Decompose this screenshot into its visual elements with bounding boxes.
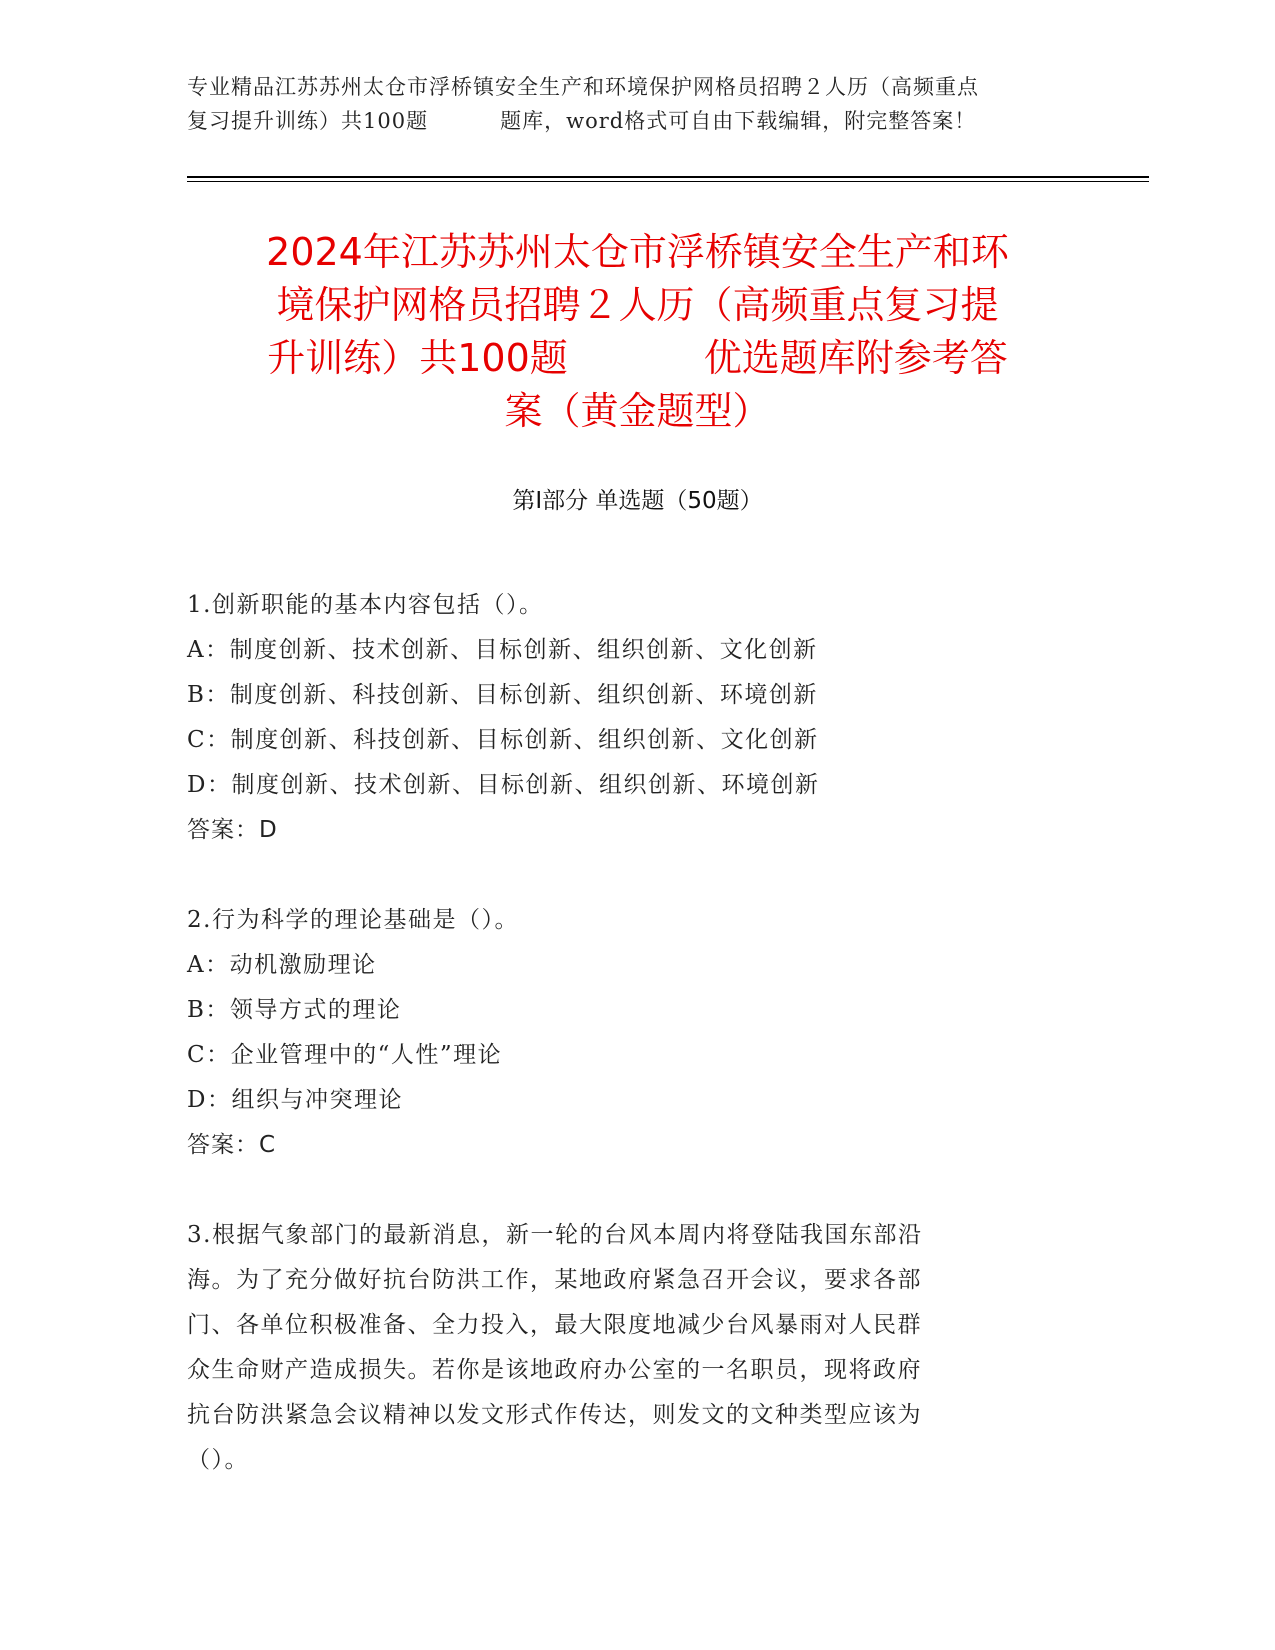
question-stem-line: 抗台防洪紧急会议精神以发文形式作传达，则发文的文种类型应该为 xyxy=(187,1402,922,1428)
title-line-3-left: 升训练）共100题 xyxy=(267,336,568,380)
question-stem-line: 众生命财产造成损失。若你是该地政府办公室的一名职员，现将政府 xyxy=(187,1357,922,1383)
question-stem-line: （）。 xyxy=(187,1447,249,1473)
section-heading: 第Ⅰ部分 单选题（50题） xyxy=(512,488,763,514)
header-line-2-left: 复习提升训练）共100题 xyxy=(187,109,429,133)
title-line-2: 境保护网格员招聘２人历（高频重点复习提 xyxy=(276,283,999,327)
option-b: B：领导方式的理论 xyxy=(187,997,402,1023)
title-line-4: 案（黄金题型） xyxy=(504,389,771,433)
answer: 答案：D xyxy=(187,817,278,843)
question-2 xyxy=(187,898,1067,1168)
option-d: D：制度创新、技术创新、目标创新、组织创新、环境创新 xyxy=(187,772,820,798)
option-b: B：制度创新、科技创新、目标创新、组织创新、环境创新 xyxy=(187,682,818,708)
question-stem-line: 海。为了充分做好抗台防洪工作，某地政府紧急召开会议，要求各部 xyxy=(187,1267,922,1293)
answer: 答案：C xyxy=(187,1132,277,1158)
document-title xyxy=(170,226,1105,438)
question-1 xyxy=(187,583,1067,853)
question-stem-line: 3.根据气象部门的最新消息，新一轮的台风本周内将登陆我国东部沿 xyxy=(187,1222,923,1248)
question-list xyxy=(187,583,1067,1528)
option-a: A：制度创新、技术创新、目标创新、组织创新、文化创新 xyxy=(187,637,818,663)
question-stem: 2.行为科学的理论基础是（）。 xyxy=(187,907,519,933)
option-c: C：企业管理中的“人性”理论 xyxy=(187,1042,503,1068)
page-header xyxy=(187,70,1087,138)
option-a: A：动机激励理论 xyxy=(187,952,377,978)
header-divider-thin xyxy=(187,181,1149,182)
question-3 xyxy=(187,1213,1067,1483)
question-stem-line: 门、各单位积极准备、全力投入，最大限度地减少台风暴雨对人民群 xyxy=(187,1312,922,1338)
header-divider-thick xyxy=(187,176,1149,178)
title-line-3-right: 优选题库附参考答 xyxy=(703,336,1008,380)
title-line-1: 2024年江苏苏州太仓市浮桥镇安全生产和环 xyxy=(266,230,1009,274)
option-d: D：组织与冲突理论 xyxy=(187,1087,403,1113)
title-line-3 xyxy=(170,332,1105,385)
header-line-2-right: 题库，word格式可自由下载编辑，附完整答案！ xyxy=(500,109,977,133)
question-stem: 1.创新职能的基本内容包括（）。 xyxy=(187,592,544,618)
option-c: C：制度创新、科技创新、目标创新、组织创新、文化创新 xyxy=(187,727,819,753)
header-line-2 xyxy=(187,104,1087,138)
header-line-1: 专业精品江苏苏州太仓市浮桥镇安全生产和环境保护网格员招聘２人历（高频重点 xyxy=(187,75,979,99)
